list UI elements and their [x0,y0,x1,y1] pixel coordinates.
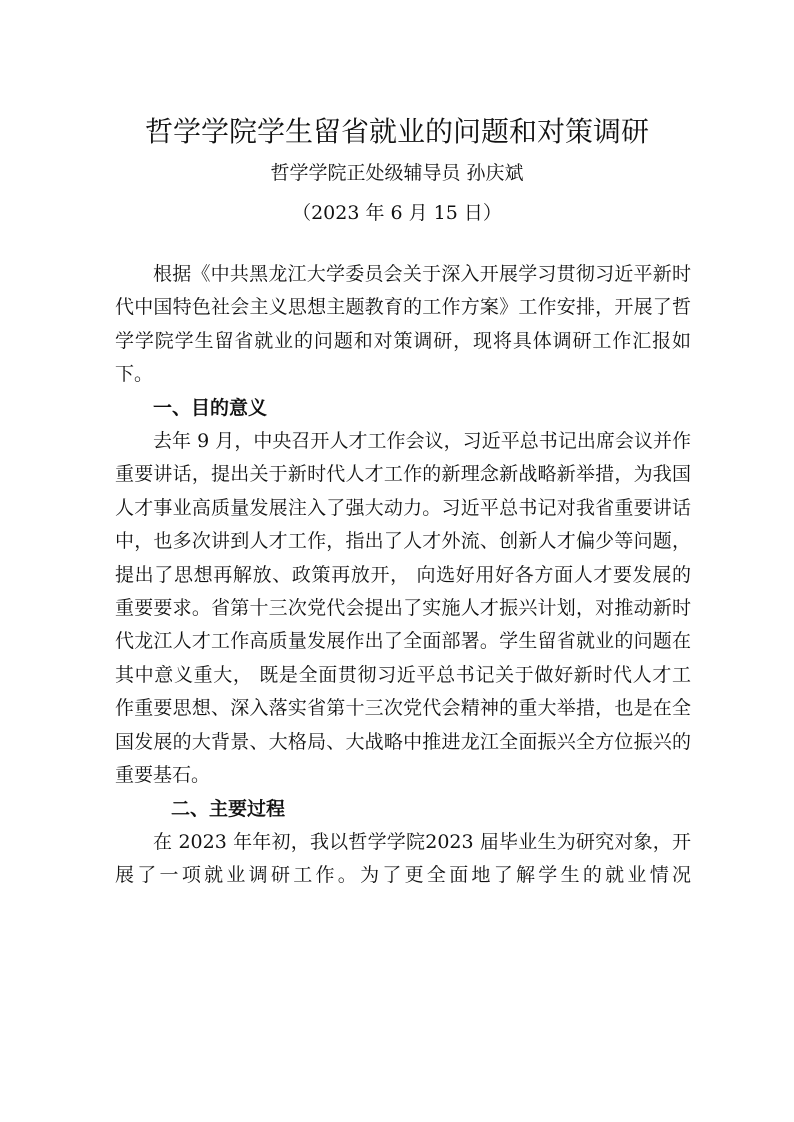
section-process-paragraph: 在 2023 年年初，我以哲学学院2023 届毕业生为研究对象，开展了一项就业调研工作。为了更全面地了解学生的就业情况 [115,830,691,887]
document-title: 哲学学院学生留省就业的问题和对策调研 [144,115,649,148]
date-line: （2023 年 6 月 15 日） [292,202,502,224]
intro-paragraph: 根据《中共黑龙江大学委员会关于深入开展学习贯彻习近平新时代中国特色社会主义思想主题教育的工作方案》工作安排，开展了哲学学院学生留省就业的问题和对策调研，现将具体调研工作汇报如下。 [115,263,691,386]
document-body [115,258,691,893]
section-heading-process: 二、主要过程 [171,797,286,820]
author-line: 哲学学院正处级辅导员 孙庆斌 [270,162,524,184]
section-purpose-paragraph: 去年 9 月，中央召开人才工作会议，习近平总书记出席会议并作重要讲话，提出关于新时代人才工作的新理念新战略新举措，为我国人才事业高质量发展注入了强大动力。习近平总书记对我省重要讲话中，也多次讲到人才工作，指出了人才外流、创新人才偏少等问题，提出了思想再解放、政策再放开， 向选好用好各方面人才要发展的重要要求。省第十三次党代会提出了实施人才振兴计划，对推动新时代龙江人才工作高质量发展作出了全面部署。学生留省就业的问题在其中意义重大， 既是全面贯彻习近平总书记关于做好新时代人才工作重要思想、深入落实省第十三次党代会精神的重大举措，也是在全国发展的大背景、大格局、大战略中推进龙江全面振兴全方位振兴的重要基石。 [115,430,691,787]
section-heading-purpose: 一、目的意义 [153,396,268,419]
